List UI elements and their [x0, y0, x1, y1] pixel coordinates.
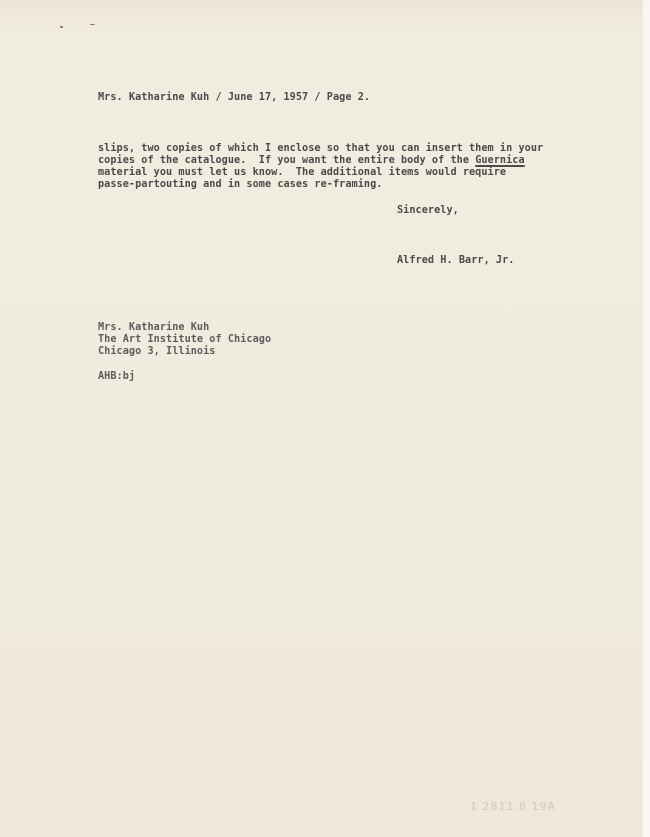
page-edge: [643, 0, 650, 837]
archive-mark: 1 2811.8 19A: [470, 800, 557, 813]
guernica-underlined: Guernica: [475, 155, 525, 166]
typist-initials: AHB:bj: [98, 371, 136, 382]
body-line-4: passe-partouting and in some cases re-framing.: [98, 179, 383, 190]
paper-speck: [90, 24, 95, 25]
signature: Alfred H. Barr, Jr.: [397, 255, 515, 266]
body-line-2-text: copies of the catalogue. If you want the entire body of the: [98, 155, 476, 166]
closing: Sincerely,: [397, 205, 459, 216]
body-line-3: material you must let us know. The additional items would require: [98, 167, 507, 178]
address-line-2: The Art Institute of Chicago: [98, 334, 272, 345]
body-line-1: slips, two copies of which I enclose so that you can insert them in your: [98, 143, 544, 154]
address-line-1: Mrs. Katharine Kuh: [98, 322, 210, 333]
body-line-2: [98, 155, 525, 168]
paper-speck: [60, 26, 63, 28]
address-line-3: Chicago 3, Illinois: [98, 346, 216, 357]
page-header: Mrs. Katharine Kuh / June 17, 1957 / Page 2.: [98, 92, 371, 103]
